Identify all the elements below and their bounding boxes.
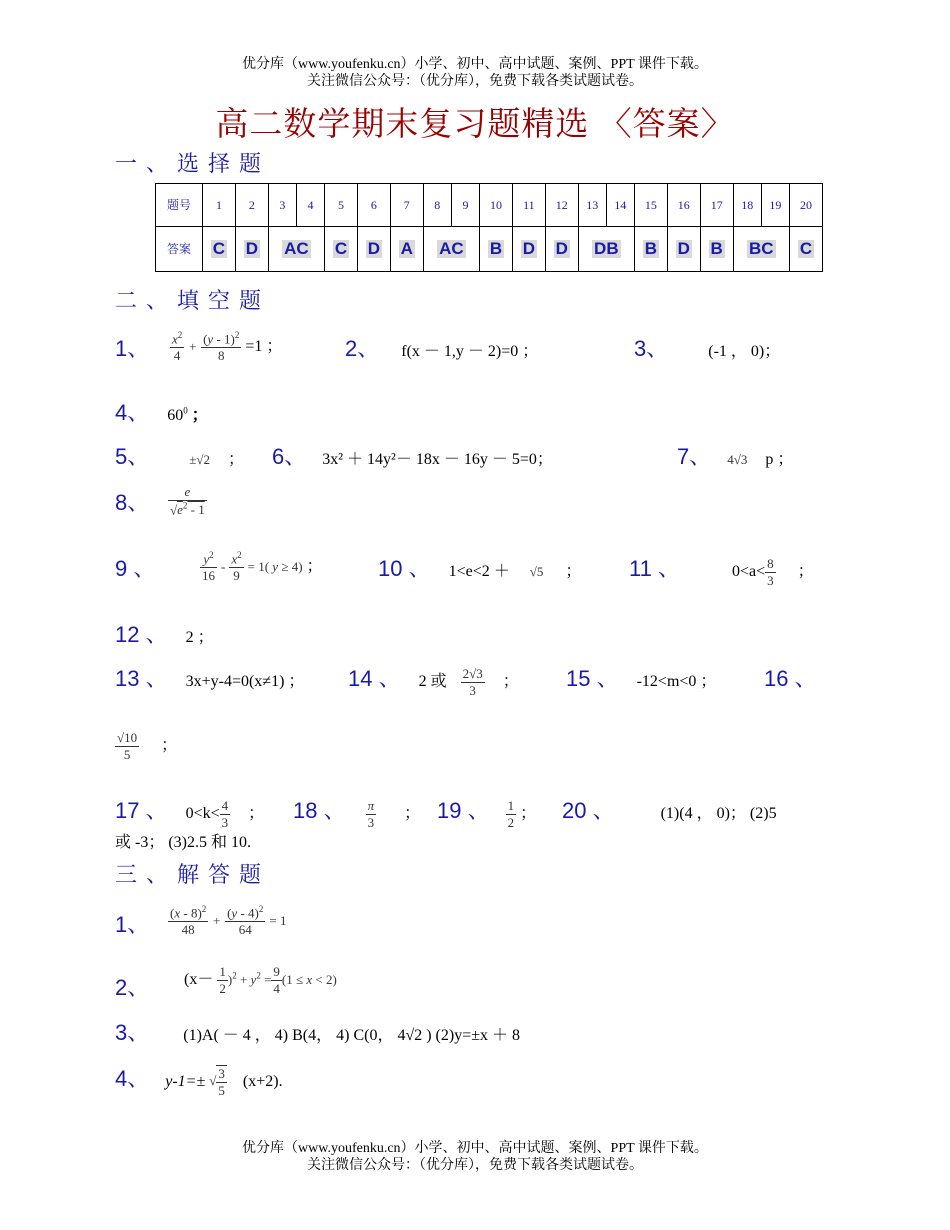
solve-2-number: 2、 xyxy=(115,975,150,1000)
fill-14-number: 14 、 xyxy=(348,666,401,691)
answer-value: D xyxy=(245,239,258,258)
fill-19-number: 19 、 xyxy=(437,798,490,823)
section-solutions: 三、解答题 xyxy=(115,862,271,887)
fill-15-answer: -12<m<0 ； xyxy=(636,673,717,690)
fill-6 xyxy=(272,440,553,471)
fraction: $\frac{\pi}{3}$ xyxy=(367,797,375,830)
fill-8-number: 8、 xyxy=(115,490,150,515)
fill-5 xyxy=(115,440,244,471)
q-num: 13 xyxy=(578,184,606,227)
row-label-answer: 答案 xyxy=(156,227,203,272)
fill-2-answer: f(x － 1,y － 2)=0 ； xyxy=(401,343,539,360)
answer-cell xyxy=(700,227,733,272)
fill-1-formula: $\frac{x^2}{4}$ + $\frac{(y - 1)^2}{8}$ =1 ； xyxy=(172,330,283,364)
fraction: $\frac{(x - 8)^2}{48}$ xyxy=(170,904,207,938)
fill-16-tail: ； xyxy=(161,737,178,755)
fill-8 xyxy=(115,486,149,517)
fill-13-number: 13 、 xyxy=(115,666,168,691)
fill-9-number: 9 、 xyxy=(115,556,156,581)
fill-7-number: 7、 xyxy=(677,444,712,469)
fill-12 xyxy=(115,618,214,649)
solve-1 xyxy=(115,908,149,939)
answer-cell xyxy=(545,227,578,272)
answer-value: C xyxy=(334,239,348,258)
answer-value: AC xyxy=(439,239,464,258)
q-num: 3 xyxy=(268,184,296,227)
q-num: 20 xyxy=(789,184,822,227)
fill-11-tail: ； xyxy=(797,563,814,580)
fill-20-line-2: 或 -3； (3)2.5 和 10. xyxy=(115,834,251,851)
fill-10-tail: ； xyxy=(565,563,582,580)
q-num: 2 xyxy=(235,184,268,227)
fraction: $\frac{1}{2}$ xyxy=(219,964,226,996)
answer-cell xyxy=(634,227,667,272)
answer-cell xyxy=(733,227,789,272)
fill-9 xyxy=(115,552,155,583)
fill-9-formula: $\frac{y^2}{16}$ - $\frac{x^2}{9}$ = 1( y ≥ 4) ； xyxy=(202,550,323,584)
solve-4-answer: y-1=± xyxy=(165,1073,206,1090)
fraction: $\frac{9}{4}$ xyxy=(273,964,280,996)
q-num: 15 xyxy=(634,184,667,227)
answer-cell xyxy=(480,227,513,272)
fill-7-answer: 4√3 xyxy=(727,452,748,467)
q-num: 18 xyxy=(733,184,761,227)
fill-18 xyxy=(293,794,420,831)
fill-4-sup: 0 xyxy=(183,405,188,416)
answer-value: C xyxy=(212,239,226,258)
fill-1-tail: =1 ； xyxy=(245,337,283,355)
q-num: 17 xyxy=(700,184,733,227)
section-fill-in: 二、填空题 xyxy=(115,288,271,313)
fill-9-tail: ； xyxy=(306,557,323,575)
fill-17-tail: ； xyxy=(248,805,265,822)
fill-10 xyxy=(378,552,581,583)
answer-cell xyxy=(512,227,545,272)
fill-7 xyxy=(677,440,793,471)
fill-18-tail: ； xyxy=(404,805,421,822)
q-num: 6 xyxy=(357,184,390,227)
fill-12-answer: 2 ； xyxy=(185,629,214,646)
fill-8-formula xyxy=(168,484,207,518)
q-num: 12 xyxy=(545,184,578,227)
answer-value: B xyxy=(710,239,723,258)
fill-19 xyxy=(437,794,536,831)
question-number-row xyxy=(156,184,823,227)
fill-7-tail: p ； xyxy=(765,451,794,468)
answer-cell xyxy=(789,227,822,272)
page-title: 高二数学期末复习题精选 〈答案〉 xyxy=(215,107,735,143)
answer-cell xyxy=(268,227,324,272)
fraction: $\frac{e}{√e^2 - 1}$ xyxy=(170,484,205,518)
fill-20-answer: (1)(4 ， 0)； (2)5 xyxy=(660,805,777,822)
fraction: $\frac{y^2}{16}$ xyxy=(202,550,215,584)
fill-4-answer: 60 xyxy=(167,407,184,424)
q-num: 19 xyxy=(761,184,789,227)
solve-1-number: 1、 xyxy=(115,912,150,937)
fill-17 xyxy=(115,794,264,831)
fill-12-number: 12 、 xyxy=(115,622,168,647)
fill-4-number: 4、 xyxy=(115,400,150,425)
answer-row xyxy=(156,227,823,272)
solve-3-answer: (1)A( － 4 ， 4) B(4， 4) C(0， 4√2 ) (2)y=±x ＋ 8 xyxy=(183,1027,521,1044)
fraction: $\frac{x^2}{4}$ xyxy=(172,330,183,364)
q-num: 10 xyxy=(480,184,513,227)
fill-1-number: 1、 xyxy=(115,336,150,361)
fill-6-answer: 3x² ＋ 14y²－ 18x － 16y － 5=0； xyxy=(322,451,553,468)
fill-10-number: 10 、 xyxy=(378,556,431,581)
fill-3-answer: (-1 ， 0)； xyxy=(708,343,781,360)
fill-5-number: 5、 xyxy=(115,444,150,469)
answer-cell xyxy=(667,227,700,272)
row-label-number: 题号 xyxy=(156,184,203,227)
fill-11-answer: 0<a< xyxy=(731,563,766,580)
fill-16 xyxy=(764,662,817,693)
answer-cell xyxy=(203,227,236,272)
fill-14 xyxy=(348,662,519,699)
answer-value: B xyxy=(489,239,503,258)
fill-16-answer xyxy=(115,730,177,763)
fill-6-number: 6、 xyxy=(272,444,307,469)
answer-value: D xyxy=(522,239,535,258)
fill-4-tail: ； xyxy=(187,407,208,424)
fill-14-tail: ； xyxy=(502,673,519,690)
solve-2 xyxy=(115,971,149,1002)
fraction: $\frac{x^2}{9}$ xyxy=(231,550,242,584)
answer-cell xyxy=(357,227,390,272)
fill-16-number: 16 、 xyxy=(764,666,817,691)
q-num: 4 xyxy=(296,184,324,227)
fill-14-answer: 2 或 xyxy=(418,673,447,690)
answer-cell xyxy=(423,227,479,272)
fraction: $\frac{(y - 4)^2}{64}$ xyxy=(227,904,264,938)
fill-10-answer: 1<e<2 ＋ xyxy=(448,563,510,580)
q-num: 16 xyxy=(667,184,700,227)
page-header xyxy=(0,56,950,90)
footer-line-1: 优分库（www.youfenku.cn）小学、初中、高中试题、案例、PPT 课件下载。 xyxy=(242,1141,708,1156)
fill-13 xyxy=(115,662,304,693)
solve-1-formula: $\frac{(x - 8)^2}{48}$ + $\frac{(y - 4)^2}{64}$ = 1 xyxy=(170,904,287,938)
answer-cell xyxy=(235,227,268,272)
fill-17-number: 17 、 xyxy=(115,798,168,823)
q-num: 1 xyxy=(203,184,236,227)
fill-15-number: 15 、 xyxy=(566,666,619,691)
solve-4-tail: (x+2). xyxy=(242,1073,283,1090)
header-line-1: 优分库（www.youfenku.cn）小学、初中、高中试题、案例、PPT 课件下载。 xyxy=(242,57,708,72)
fill-10-radical: √5 xyxy=(529,564,544,579)
fill-17-answer: 0<k< xyxy=(185,805,220,822)
answer-value: D xyxy=(367,239,381,258)
fill-13-answer: 3x+y-4=0(x≠1) ； xyxy=(185,673,305,690)
q-num: 14 xyxy=(606,184,634,227)
answer-value: D xyxy=(677,239,690,258)
answer-cell xyxy=(578,227,634,272)
solve-3 xyxy=(115,1016,520,1047)
answer-value: B xyxy=(644,239,658,258)
fraction: $\frac{8}{3}$ xyxy=(767,555,774,588)
fill-18-number: 18 、 xyxy=(293,798,346,823)
q-num: 5 xyxy=(325,184,358,227)
fill-3-number: 3、 xyxy=(634,336,669,361)
answer-cell xyxy=(390,227,423,272)
q-num: 11 xyxy=(512,184,545,227)
solve-2-formula: (x－ $\frac{1}{2}$ )$^2 + y^2$ = $\frac{9}{4}$ (1 ≤ x < 2) xyxy=(184,964,337,996)
fraction: $\frac{2√3}{3}$ xyxy=(462,665,483,698)
q-num: 7 xyxy=(390,184,423,227)
answer-value: AC xyxy=(284,239,309,258)
fill-2-number: 2、 xyxy=(345,336,380,361)
page-footer xyxy=(0,1140,950,1174)
section-multiple-choice: 一、选择题 xyxy=(115,151,271,176)
answer-value: A xyxy=(400,239,413,258)
solve-3-number: 3、 xyxy=(115,1020,150,1045)
solve-2-head: (x－ xyxy=(184,971,214,989)
answer-cell xyxy=(325,227,358,272)
fill-20-number: 20 、 xyxy=(562,798,615,823)
answer-table xyxy=(155,183,823,272)
fill-11 xyxy=(629,552,814,589)
fraction: $\frac{√10}{5}$ xyxy=(117,730,138,762)
solve-4-radical: √ $\frac{3}{5}$ xyxy=(209,1066,225,1099)
answer-value: C xyxy=(799,239,813,258)
solve-4 xyxy=(115,1062,283,1099)
answer-value: BC xyxy=(749,239,774,258)
fill-5-answer: ±√2 xyxy=(189,452,211,467)
fill-15 xyxy=(566,662,716,693)
fill-3 xyxy=(634,332,780,363)
fill-2 xyxy=(345,332,538,363)
fill-4 xyxy=(115,396,208,427)
q-num: 8 xyxy=(423,184,451,227)
fraction: $\frac{(y - 1)^2}{8}$ xyxy=(203,330,240,364)
solve-4-number: 4、 xyxy=(115,1066,150,1091)
header-line-2: 关注微信公众号：（优分库），免费下载各类试题试卷。 xyxy=(307,74,643,89)
fill-1 xyxy=(115,332,149,363)
fraction: $\frac{4}{3}$ xyxy=(221,797,229,830)
answer-value: DB xyxy=(594,239,619,258)
fill-20 xyxy=(562,794,777,825)
fill-5-tail: ； xyxy=(228,451,245,468)
fill-11-number: 11 、 xyxy=(629,556,680,581)
answer-value: D xyxy=(555,239,568,258)
fraction: $\frac{1}{2}$ xyxy=(507,797,515,830)
q-num: 9 xyxy=(451,184,479,227)
fill-19-tail: ； xyxy=(520,805,537,822)
footer-line-2: 关注微信公众号：（优分库），免费下载各类试题试卷。 xyxy=(307,1158,643,1173)
